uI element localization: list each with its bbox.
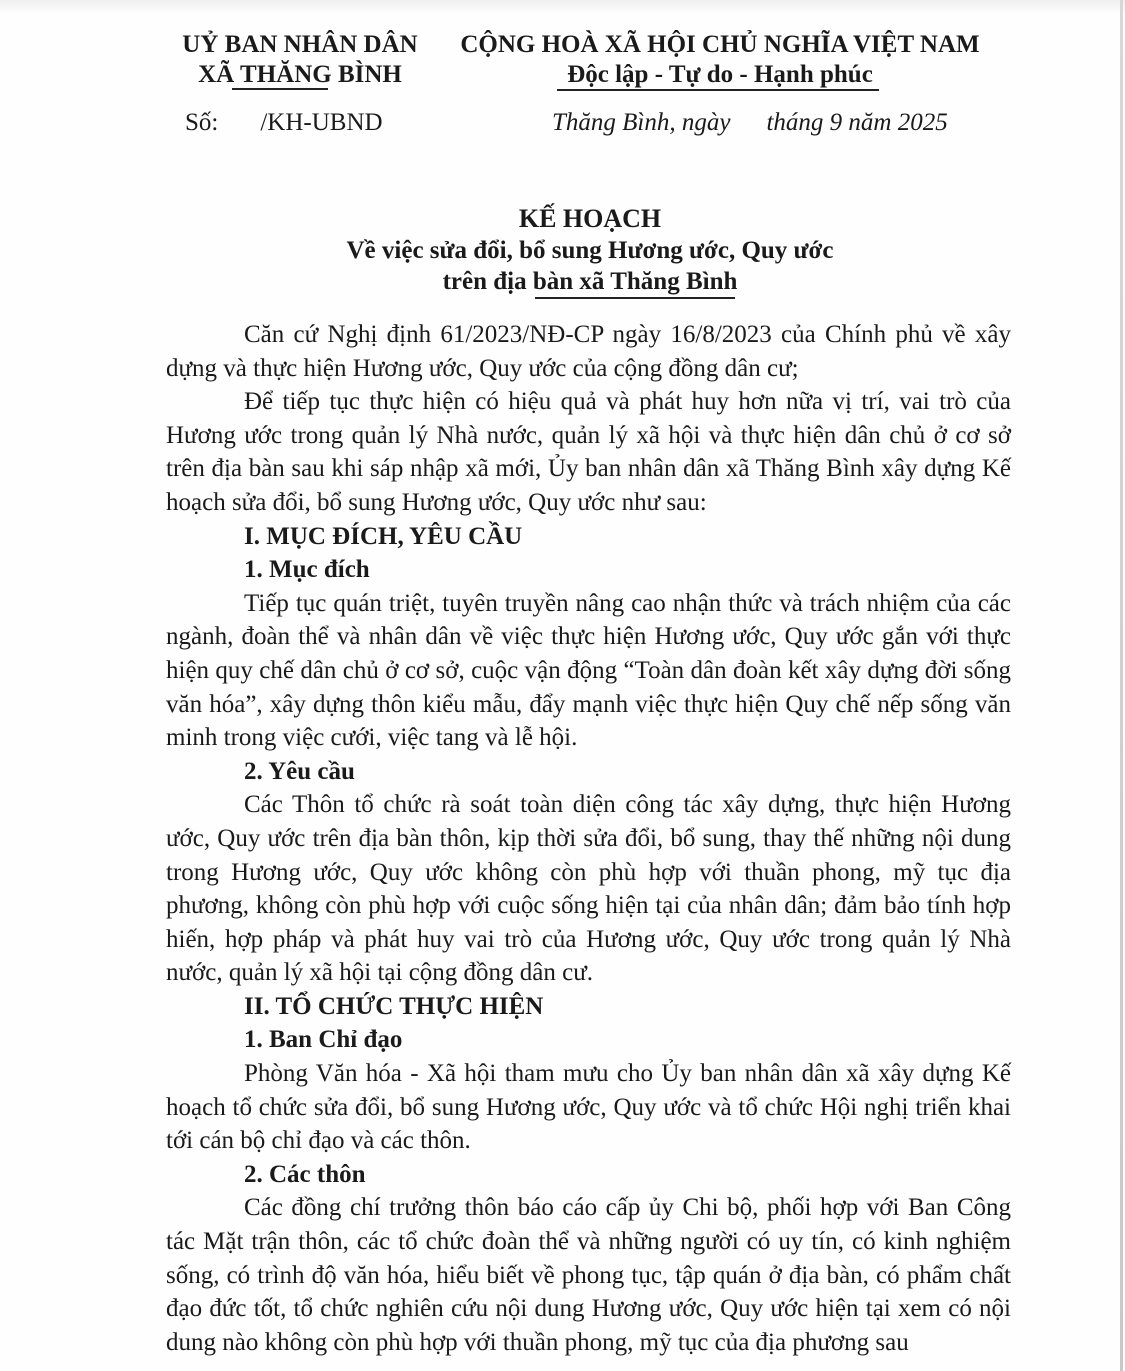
section-1-heading: I. MỤC ĐÍCH, YÊU CẦU [244,522,523,550]
section-1-1-text: Tiếp tục quán triệt, tuyên truyền nâng cao nhận thức và trách nhiệm của các ngành, đoàn thể và nhân dân về việc thực hiện Hương ước, Quy ước gắn với thực hiện quy chế dân chủ ở cơ sở, cuộc vận động “Toàn dân đoàn kết xây dựng đời sống văn hóa”, xây dựng thôn kiểu mẫu, đẩy mạnh việc thực hiện Quy chế nếp sống văn minh trong việc cưới, việc tang và lễ hội. [166,589,1011,752]
document-date [552,108,948,138]
intro-paragraph-1: Căn cứ Nghị định 61/2023/NĐ-CP ngày 16/8/2023 của Chính phủ về xây dựng và thực hiện Hương ước, Quy ước của cộng đồng dân cư; [166,321,1011,382]
document-title [165,203,1015,297]
document-number-label: Số: [185,109,219,136]
section-2-2-text: Các đồng chí trưởng thôn báo cáo cấp ủy Chi bộ, phối hợp với Ban Công tác Mặt trận thôn, các tổ chức đoàn thể và những người có uy tín, có kinh nghiệm sống, có trình độ văn hóa, hiểu biết về phong tục, tập quán ở địa bàn, có phẩm chất đạo đức tốt, tổ chức nghiên cứu nội dung Hương ước, Quy ước hiện tại xem có nội dung nào không còn phù hợp với thuần phong, mỹ tục của địa phương sau [166,1194,1011,1356]
date-part-1: Thăng Bình, ngày [552,109,731,136]
intro-paragraph-2: Để tiếp tục thực hiện có hiệu quả và phát huy hơn nữa vị trí, vai trò của Hương ước trong quản lý Nhà nước, quản lý xã hội và thực hiện dân chủ ở cơ sở trên địa bàn sau khi sáp nhập xã mới, Ủy ban nhân dân xã Thăng Bình xây dựng Kế hoạch sửa đổi, bổ sung Hương ước, Quy ước như sau: [166,388,1011,516]
title-subtitle-2: trên địa bàn xã Thăng Bình [442,268,738,295]
section-1-1-heading: 1. Mục đích [244,556,370,584]
section-2-2-heading: 2. Các thôn [244,1160,366,1188]
section-1-2-heading: 2. Yêu cầu [244,757,355,785]
authority-line-2: XÃ THĂNG BÌNH [198,61,402,88]
section-2-1-text: Phòng Văn hóa - Xã hội tham mưu cho Ủy ban nhân dân xã xây dựng Kế hoạch tổ chức sửa đổi, bổ sung Hương ước, Quy ước và tổ chức Hội nghị triển khai tới cán bộ chỉ đạo và các thôn. [166,1060,1011,1155]
document-number-code: /KH-UBND [260,109,383,136]
page-edge [1120,0,1123,1371]
title-main: KẾ HOẠCH [518,204,662,233]
national-motto [455,30,985,90]
date-part-2: tháng 9 năm 2025 [766,109,948,136]
document-body [166,318,1011,1359]
title-underline [535,297,735,299]
title-subtitle-1: Về việc sửa đổi, bổ sung Hương ước, Quy ước [346,237,834,264]
page-top-shadow [0,0,1125,14]
authority-line-1: UỶ BAN NHÂN DÂN [182,31,418,58]
issuing-authority [165,30,435,90]
motto-underline [557,89,879,91]
section-1-2-text: Các Thôn tổ chức rà soát toàn diện công tác xây dựng, thực hiện Hương ước, Quy ước trên địa bàn thôn, kịp thời sửa đổi, bổ sung, thay thế những nội dung trong Hương ước, Quy ước không còn phù hợp với thuần phong, mỹ tục địa phương, không còn phù hợp với cuộc sống hiện tại của nhân dân; đảm bảo tính hợp hiến, hợp pháp và phát huy vai trò của Hương ước, Quy ước trong quản lý Nhà nước, quản lý xã hội tại cộng đồng dân cư. [166,791,1011,987]
motto: Độc lập - Tự do - Hạnh phúc [567,61,873,88]
section-2-1-heading: 1. Ban Chỉ đạo [244,1026,403,1054]
document-number [185,108,383,138]
country-name: CỘNG HOÀ XÃ HỘI CHỦ NGHĨA VIỆT NAM [460,31,980,58]
section-2-heading: II. TỔ CHỨC THỰC HIỆN [244,992,544,1020]
authority-underline [232,88,328,90]
